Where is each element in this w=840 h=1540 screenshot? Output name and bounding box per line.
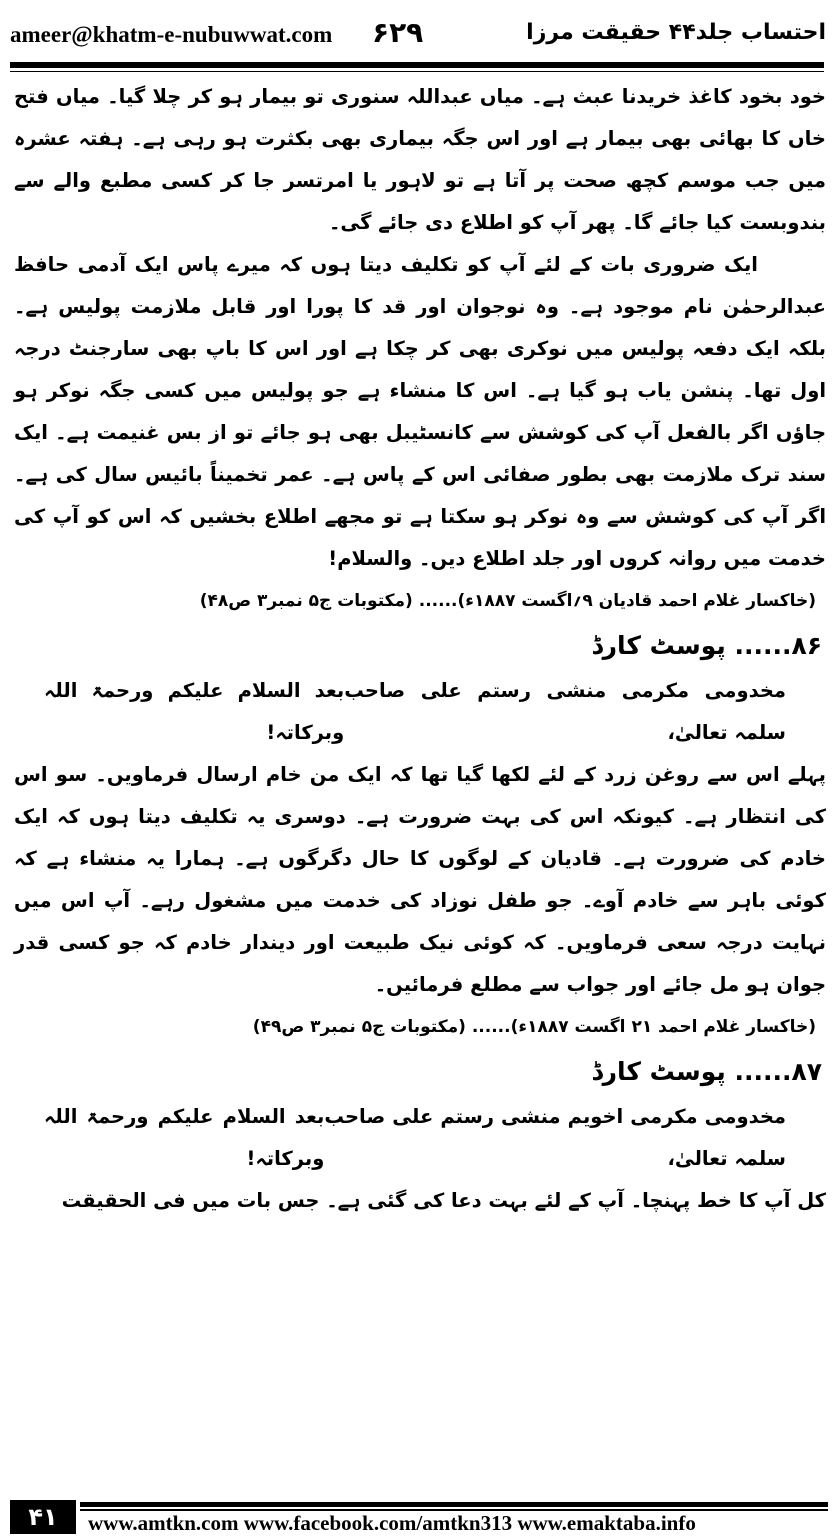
footer-page-number: ۴۱	[10, 1500, 76, 1534]
paragraph-1: خود بخود کاغذ خریدنا عبث ہے۔ میاں عبداللہ سنوری تو بیمار ہو کر چلا گیا۔ میاں فتح خاں کا بھائی بھی بیمار ہے اور اس جگہ بیماری بھی بکثرت ہو رہی ہے۔ ہفتہ عشرہ میں جب موسم کچھ صحت پر آتا ہے تو لاہور یا امرتسر جا کر کسی مطبع والے سے بندوبست کیا جائے گا۔ پھر آپ کو اطلاع دی جائے گی۔	[14, 85, 826, 234]
paragraph-3: پہلے اس سے روغن زرد کے لئے لکھا گیا تھا کہ ایک من خام ارسال فرماویں۔ سو اس کی انتظار ہے۔ کیونکہ اس کی بہت ضرورت ہے۔ دوسری یہ تکلیف دیتا ہوں کہ ایک خادم کی ضرورت ہے۔ قادیان کے لوگوں کا حال دگرگوں ہے۔ ہمارا یہ منشاء ہے کہ کوئی باہر سے خادم آوے۔ جو طفل نوزاد کی خدمت میں مشغول رہے۔ آپ اس میں نہایت درجہ سعی فرماویں۔ کہ کوئی نیک طبیعت اور دیندار خادم کہ جو کسی قدر جوان ہو مل جائے اور جواب سے مطلع فرمائیں۔	[14, 763, 826, 996]
page-body	[14, 76, 826, 1222]
salutation-87-greeting: بعد السلام علیکم ورحمۃ اللہ وبرکاتہ!	[44, 1105, 325, 1170]
salutation-86-greeting: بعد السلام علیکم ورحمۃ اللہ وبرکاتہ!	[44, 679, 345, 744]
citation-1: (خاکسار غلام احمد قادیان ۹؍اگست ۱۸۸۷ء)...... (مکتوبات ج۵ نمبر۳ ص۴۸)	[199, 591, 816, 611]
salutation-87	[14, 1096, 826, 1180]
header-page-number: ۶۲۹	[372, 16, 424, 49]
salutation-86	[14, 670, 826, 754]
citation-2: (خاکسار غلام احمد ۲۱ اگست ۱۸۸۷ء)...... (مکتوبات ج۵ نمبر۳ ص۴۹)	[252, 1017, 816, 1037]
salutation-87-address: مخدومی مکرمی اخویم منشی رستم علی صاحب سلمہ تعالیٰ،	[324, 1105, 786, 1170]
footer-links[interactable]: www.amtkn.com www.facebook.com/amtkn313 www.emaktaba.info	[88, 1511, 696, 1535]
salutation-86-address: مخدومی مکرمی منشی رستم علی صاحب سلمہ تعالیٰ،	[344, 679, 786, 744]
paragraph-4: کل آپ کا خط پہنچا۔ آپ کے لئے بہت دعا کی گئی ہے۔ جس بات میں فی الحقیقت	[61, 1189, 826, 1212]
header-book-title: احتساب جلد۴۴ حقیقت مرزا	[526, 20, 826, 45]
footer-rule-thick	[80, 1502, 828, 1507]
section-heading-87: ۸۷...... پوسٹ کارڈ	[591, 1057, 822, 1086]
page-header	[0, 0, 840, 64]
header-rule-thick	[10, 62, 824, 68]
header-rule-thin	[10, 71, 824, 72]
header-email: ameer@khatm-e-nubuwwat.com	[10, 22, 333, 47]
section-heading-86: ۸۶...... پوسٹ کارڈ	[591, 631, 822, 660]
page-footer	[10, 1500, 828, 1534]
paragraph-2: ایک ضروری بات کے لئے آپ کو تکلیف دیتا ہوں کہ میرے پاس ایک آدمی حافظ عبدالرحمٰن نام موجود ہے۔ وہ نوجوان اور قد کا پورا اور قابل ملازمت پولیس ہے۔ بلکہ ایک دفعہ پولیس میں نوکری بھی کر چکا ہے اور اس کا باپ بھی سارجنٹ درجہ اول تھا۔ پنشن یاب ہو گیا ہے۔ اس کا منشاء ہے جو پولیس میں کسی جگہ نوکر ہو جاؤں اگر بالفعل آپ کی کوشش سے کانسٹیبل بھی ہو جائے تو از بس غنیمت ہے۔ ایک سند ترک ملازمت بھی بطور صفائی اس کے پاس ہے۔ عمر تخمیناً بائیس سال کی ہے۔ اگر آپ کی کوشش سے وہ نوکر ہو سکتا ہے تو مجھے اطلاع بخشیں کہ اس کو آپ کی خدمت میں روانہ کروں اور جلد اطلاع دیں۔ والسلام!	[14, 253, 826, 570]
